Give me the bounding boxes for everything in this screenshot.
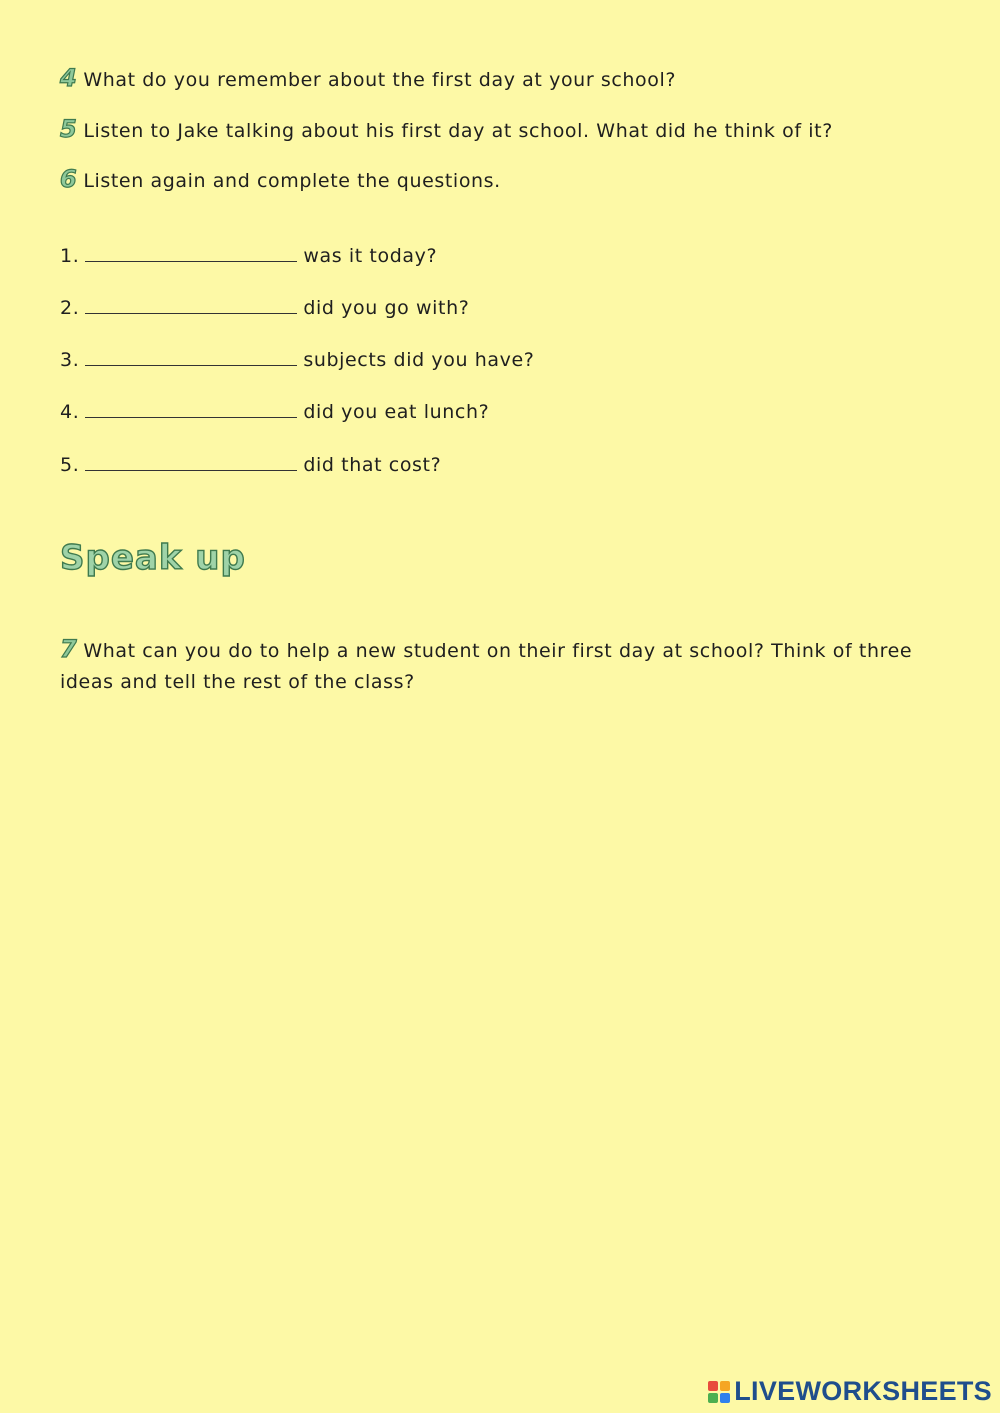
item-label: 5. <box>60 454 80 476</box>
answer-blank[interactable] <box>85 347 297 366</box>
item-label: 2. <box>60 297 80 319</box>
question-text: What can you do to help a new student on their first day at school? Think of three ideas and tell the rest of the class? <box>60 640 913 693</box>
logo-text: LIVEWORKSHEETS <box>734 1376 992 1406</box>
answer-blank[interactable] <box>85 243 297 262</box>
question-4 <box>60 63 676 95</box>
question-6 <box>60 164 501 196</box>
question-text: Listen again and complete the questions. <box>83 170 501 192</box>
item-text: did that cost? <box>303 454 442 476</box>
section-heading: Speak up <box>60 538 246 578</box>
fill-item <box>60 345 534 375</box>
question-number: 7 <box>60 635 78 663</box>
item-label: 3. <box>60 349 80 371</box>
liveworksheets-logo-icon <box>708 1381 730 1403</box>
fill-item <box>60 241 437 271</box>
item-text: did you eat lunch? <box>303 401 490 423</box>
question-number: 5 <box>60 115 78 143</box>
item-text: subjects did you have? <box>303 349 535 371</box>
item-text: did you go with? <box>303 297 470 319</box>
question-number: 6 <box>60 165 78 193</box>
fill-item <box>60 450 441 480</box>
question-7 <box>60 634 940 698</box>
answer-blank[interactable] <box>85 452 297 471</box>
item-label: 4. <box>60 401 80 423</box>
answer-blank[interactable] <box>85 295 297 314</box>
question-text: Listen to Jake talking about his first day at school. What did he think of it? <box>83 120 833 142</box>
item-text: was it today? <box>303 245 438 267</box>
fill-item <box>60 293 469 323</box>
fill-item <box>60 397 489 427</box>
liveworksheets-logo[interactable] <box>708 1376 992 1407</box>
question-5 <box>60 114 833 146</box>
question-text: What do you remember about the first day at your school? <box>83 69 677 91</box>
question-number: 4 <box>60 64 78 92</box>
answer-blank[interactable] <box>85 399 297 418</box>
item-label: 1. <box>60 245 80 267</box>
